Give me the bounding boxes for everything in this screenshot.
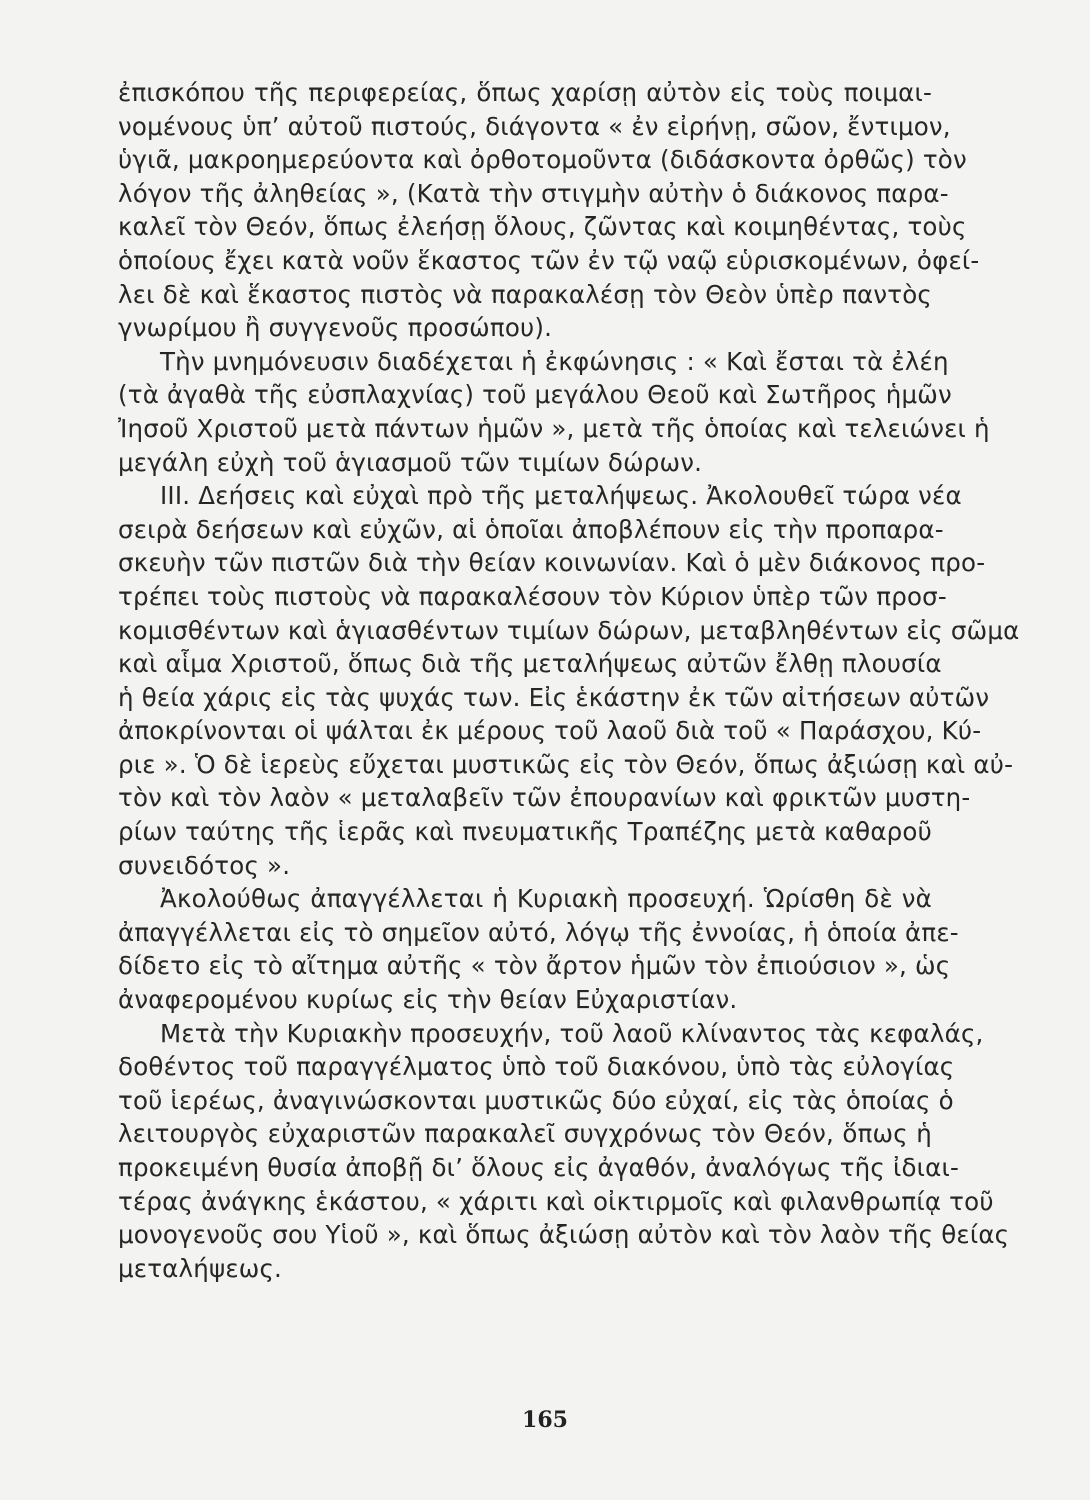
text-line: ἐπισκόπου τῆς περιφερείας, ὅπως χαρίσῃ αὐτὸν εἰς τοὺς ποιμαι- xyxy=(118,78,932,107)
text-line: ἡ θεία χάρις εἰς τὰς ψυχάς των. Εἰς ἑκάστην ἐκ τῶν αἰτήσεων αὐτῶν xyxy=(118,682,990,712)
text-line: κομισθέντων καὶ ἁγιασθέντων τιμίων δώρων, μεταβληθέντων εἰς σῶμα xyxy=(118,615,1020,645)
text-line: καλεῖ τὸν Θεόν, ὅπως ἐλεήσῃ ὅλους, ζῶντας καὶ κοιμηθέντας, τοὺς xyxy=(118,212,967,242)
text-line: ἀναφερομένου κυρίως εἰς τὴν θείαν Εὐχαριστίαν. xyxy=(118,985,738,1015)
text-line: δίδετο εἰς τὸ αἴτημα αὐτῆς « τὸν ἄρτον ἡμῶν τὸν ἐπιούσιον », ὡς xyxy=(118,951,951,981)
text-line: συνειδότος ». xyxy=(118,850,291,880)
text-line: Ἀκολούθως ἀπαγγέλλεται ἡ Κυριακὴ προσευχή. Ὡρίσθη δὲ νὰ xyxy=(160,884,932,914)
text-line: μεγάλη εὐχὴ τοῦ ἁγιασμοῦ τῶν τιμίων δώρων. xyxy=(118,447,703,477)
text-line: τρέπει τοὺς πιστοὺς νὰ παρακαλέσουν τὸν Κύριον ὑπὲρ τῶν προσ- xyxy=(118,581,947,611)
text-line: ὁποίους ἔχει κατὰ νοῦν ἕκαστος τῶν ἐν τῷ ναῷ εὑρισκομένων, ὀφεί- xyxy=(118,245,980,275)
text-line: Τὴν μνημόνευσιν διαδέχεται ἡ ἐκφώνησις : « Καὶ ἔσται τὰ ἐλέη xyxy=(160,346,949,376)
text-line: λει δὲ καὶ ἕκαστος πιστὸς νὰ παρακαλέσῃ τὸν Θεὸν ὑπὲρ παντὸς xyxy=(118,279,932,309)
text-line: III. Δεήσεις καὶ εὐχαὶ πρὸ τῆς μεταλήψεως. Ἀκολουθεῖ τώρα νέα xyxy=(160,481,962,511)
text-line: ἀπαγγέλλεται εἰς τὸ σημεῖον αὐτό, λόγῳ τῆς ἐννοίας, ἡ ὁποία ἀπε- xyxy=(118,917,959,947)
text-line: τὸν καὶ τὸν λαὸν « μεταλαβεῖν τῶν ἐπουρανίων καὶ φρικτῶν μυστη- xyxy=(118,783,971,813)
text-line: μεταλήψεως. xyxy=(118,1253,283,1283)
text-line: λειτουργὸς εὐχαριστῶν παρακαλεῖ συγχρόνως τὸν Θεόν, ὅπως ἡ xyxy=(118,1119,932,1149)
body-text xyxy=(118,76,1020,1285)
page-number: 165 xyxy=(522,1407,568,1433)
text-line: προκειμένη θυσία ἀποβῇ δι’ ὅλους εἰς ἀγαθόν, ἀναλόγως τῆς ἰδιαι- xyxy=(118,1153,960,1182)
text-line: ριε ». Ὁ δὲ ἱερεὺς εὔχεται μυστικῶς εἰς τὸν Θεόν, ὅπως ἀξιώσῃ καὶ αὐ- xyxy=(118,749,1014,779)
text-line: δοθέντος τοῦ παραγγέλματος ὑπὸ τοῦ διακόνου, ὑπὸ τὰς εὐλογίας xyxy=(118,1052,955,1082)
text-line: (τὰ ἀγαθὰ τῆς εὐσπλαχνίας) τοῦ μεγάλου Θεοῦ καὶ Σωτῆρος ἡμῶν xyxy=(118,380,952,410)
text-line: ρίων ταύτης τῆς ἱερᾶς καὶ πνευματικῆς Τραπέζης μετὰ καθαροῦ xyxy=(118,817,932,847)
text-line: Ἰησοῦ Χριστοῦ μετὰ πάντων ἡμῶν », μετὰ τῆς ὁποίας καὶ τελειώνει ἡ xyxy=(118,413,990,443)
text-line: ὑγιᾶ, μακροημερεύοντα καὶ ὀρθοτομοῦντα (διδάσκοντα ὀρθῶς) τὸν xyxy=(118,145,967,175)
text-line: τέρας ἀνάγκης ἑκάστου, « χάριτι καὶ οἰκτιρμοῖς καὶ φιλανθρωπίᾳ τοῦ xyxy=(118,1186,994,1216)
text-line: μονογενοῦς σου Υἱοῦ », καὶ ὅπως ἀξιώσῃ αὐτὸν καὶ τὸν λαὸν τῆς θείας xyxy=(118,1220,1010,1250)
text-line: λόγον τῆς ἀληθείας », (Κατὰ τὴν στιγμὴν αὐτὴν ὁ διάκονος παρα- xyxy=(118,178,949,208)
text-line: τοῦ ἱερέως, ἀναγινώσκονται μυστικῶς δύο εὐχαί, εἰς τὰς ὁποίας ὁ xyxy=(118,1085,954,1115)
text-line: σκευὴν τῶν πιστῶν διὰ τὴν θείαν κοινωνίαν. Καὶ ὁ μὲν διάκονος προ- xyxy=(118,548,986,578)
text-line: ἀποκρίνονται οἱ ψάλται ἐκ μέρους τοῦ λαοῦ διὰ τοῦ « Παράσχου, Κύ- xyxy=(118,716,982,746)
text-line: νομένους ὑπ’ αὐτοῦ πιστούς, διάγοντα « ἐν εἰρήνῃ, σῶον, ἔντιμον, xyxy=(118,111,951,141)
text-line: Μετὰ τὴν Κυριακὴν προσευχήν, τοῦ λαοῦ κλίναντος τὰς κεφαλάς, xyxy=(160,1018,984,1048)
text-line: γνωρίμου ἢ συγγενοῦς προσώπου). xyxy=(118,313,553,343)
text-line: σειρὰ δεήσεων καὶ εὐχῶν, αἱ ὁποῖαι ἀποβλέπουν εἰς τὴν προπαρα- xyxy=(118,514,944,544)
text-line: καὶ αἷμα Χριστοῦ, ὅπως διὰ τῆς μεταλήψεως αὐτῶν ἔλθῃ πλουσία xyxy=(118,649,942,679)
